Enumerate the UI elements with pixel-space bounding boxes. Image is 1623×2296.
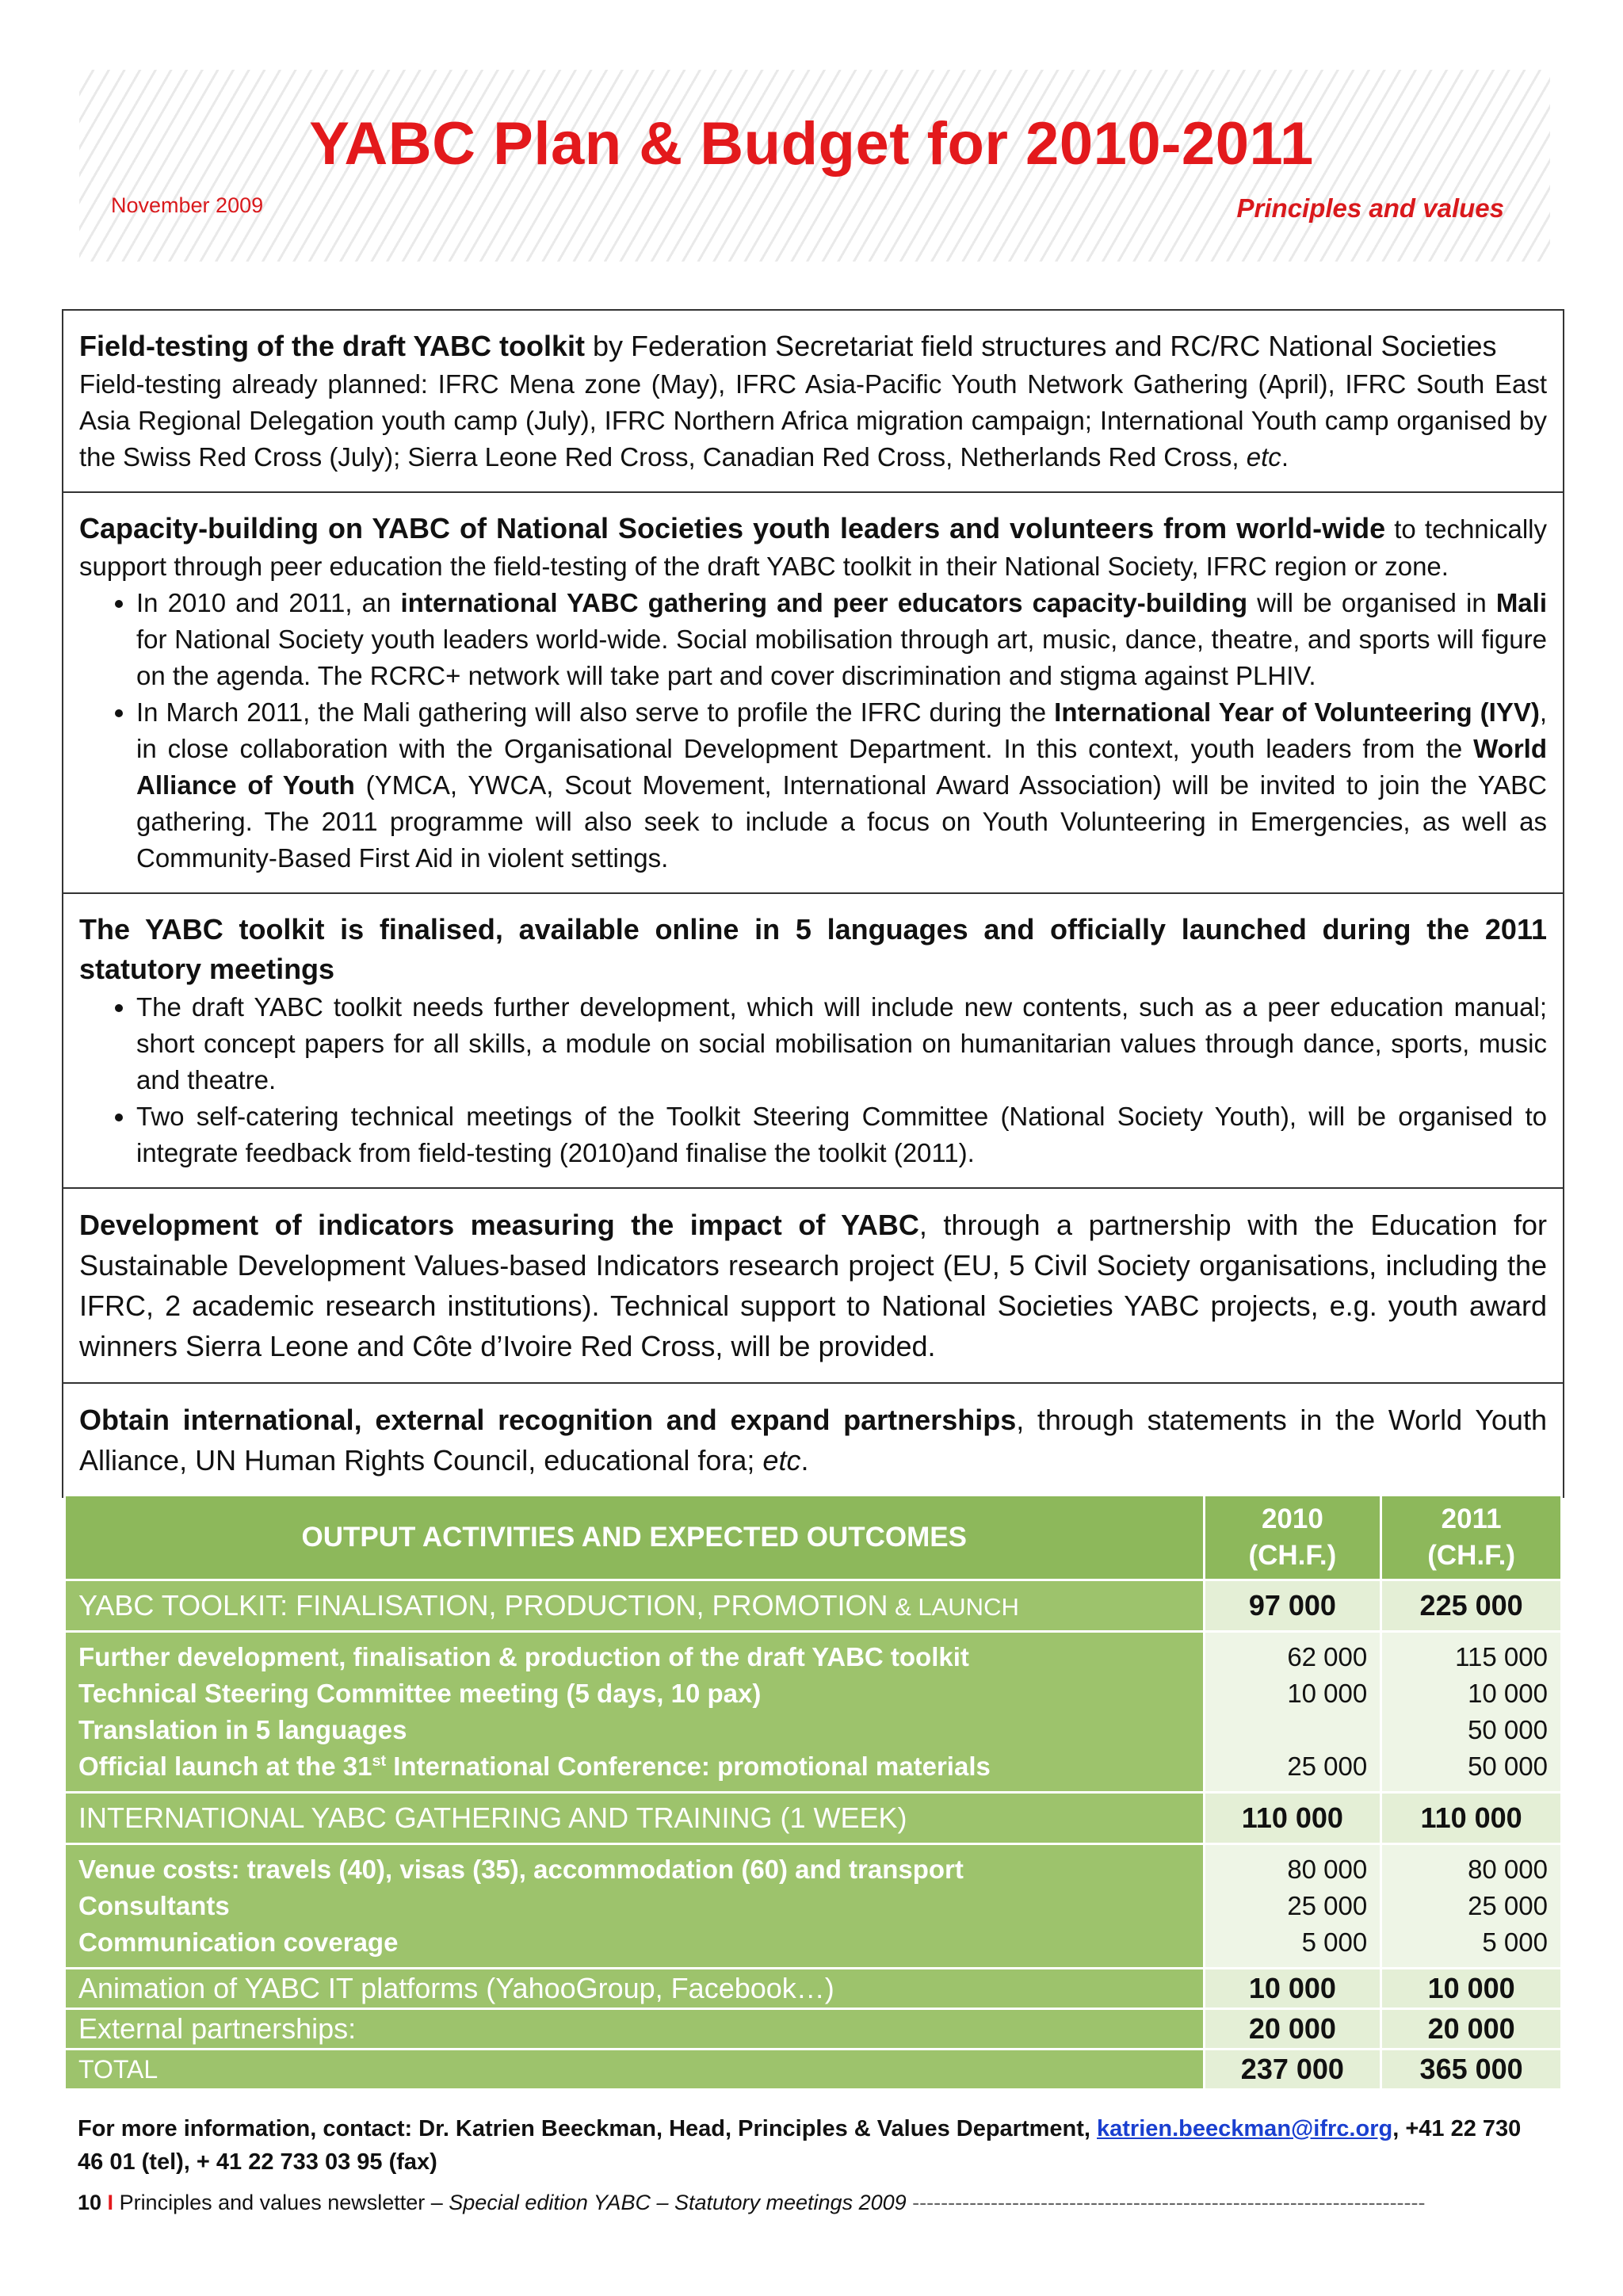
bullet-text: , in close collaboration with the Organisational Development Department. In this context, youth leaders from the	[136, 697, 1547, 763]
box-field-testing	[62, 309, 1564, 493]
detail-amount: 80 000	[1287, 1855, 1368, 1884]
detail-amount	[1218, 1712, 1368, 1748]
budget-category-toolkit	[65, 1580, 1562, 1632]
contact-phone: , +41 22 730 46 01 (tel), + 41 22 733 03 95 (fax)	[78, 2116, 1522, 2175]
bullet-bold: international YABC gathering and peer educators capacity-building	[400, 588, 1247, 617]
budget-category-gathering	[65, 1793, 1562, 1844]
detail-amount: 25 000	[1287, 1752, 1368, 1781]
box-toolkit-finalised	[62, 894, 1564, 1189]
budget-header-2010	[1204, 1496, 1381, 1580]
contact-text: For more information, contact: Dr. Katrien Beeckman, Head, Principles & Values Department,	[78, 2116, 1098, 2141]
row-label: External partnerships:	[65, 2009, 1205, 2050]
budget-row-animation	[65, 1969, 1562, 2009]
box-body-end: .	[1281, 442, 1289, 472]
year-label: 2011	[1441, 1503, 1502, 1534]
box-lead: Obtain international, external recognition and expand partnerships	[79, 1404, 1017, 1436]
box-lead: Field-testing of the draft YABC toolkit	[79, 330, 586, 362]
contact-info	[78, 2112, 1552, 2179]
box-recognition	[62, 1384, 1564, 1498]
budget-row-partnerships	[65, 2009, 1562, 2050]
bullet-text: will be organised in	[1247, 588, 1496, 617]
issue-date: November 2009	[111, 193, 264, 217]
contact-email-link[interactable]: katrien.beeckman@ifrc.org	[1097, 2116, 1393, 2141]
bullet-text: (YMCA, YWCA, Scout Movement, International Award Association) will be invited to join the YABC gathering. The 2011 programme will also seek to include a focus on Youth Volunteering in Emergencies, as well as Community-Based First Aid in violent settings.	[136, 770, 1547, 873]
detail-labels	[65, 1844, 1205, 1969]
budget-table	[63, 1494, 1563, 2091]
box-lead-text: , through statements in the World Youth Alliance, UN Human Rights Council, educational fora;	[79, 1404, 1547, 1477]
category-label-main: YABC TOOLKIT: FINALISATION, PRODUCTION, PROMOTION	[78, 1589, 888, 1622]
section-tag: Principles and values	[1236, 193, 1504, 223]
footer-dashes: ------------------------------------------------------------------------	[906, 2191, 1426, 2214]
bullet-item	[136, 694, 1547, 877]
box-body-italic: etc	[1246, 442, 1281, 472]
detail-amount: 25 000	[1468, 1891, 1548, 1920]
detail-amounts-2011	[1381, 1632, 1562, 1793]
category-label-small: & LAUNCH	[888, 1593, 1019, 1621]
amount-2010: 110 000	[1204, 1793, 1381, 1844]
page-number: 10	[78, 2191, 102, 2214]
bullet-item: • Two self-catering technical meetings of the Toolkit Steering Committee (National Society Youth), will be organised to integrate feedback from field-testing (2010)and finalise the toolkit (2011).	[136, 1098, 1547, 1171]
unit-label: (CH.F.)	[1248, 1540, 1337, 1571]
unit-label: (CH.F.)	[1427, 1540, 1516, 1571]
box-lead-text: to technically support through peer education the field-testing of the draft YABC toolkit in their National Society, IFRC region or zone.	[79, 514, 1547, 581]
detail-amounts-2010	[1204, 1844, 1381, 1969]
budget-header-row	[65, 1496, 1562, 1580]
detail-amount: 80 000	[1468, 1855, 1548, 1884]
amount-2011: 225 000	[1381, 1580, 1562, 1632]
detail-amount: 10 000	[1287, 1679, 1368, 1708]
year-label: 2010	[1261, 1503, 1323, 1534]
box-body: Field-testing already planned: IFRC Mena zone (May), IFRC Asia-Pacific Youth Network Gathering (April), IFRC South East Asia Regional Delegation youth camp (July), IFRC Northern Africa migration campaign; International Youth camp organised by the Swiss Red Cross (July); Sierra Leone Red Cross, Canadian Red Cross, Netherlands Red Cross,	[79, 369, 1547, 472]
detail-label	[78, 1748, 1190, 1785]
bullet-text: In March 2011, the Mali gathering will also serve to profile the IFRC during the	[136, 697, 1055, 727]
footer-italic: Special edition YABC – Statutory meetings 2009	[449, 2191, 907, 2214]
bullet-item	[136, 585, 1547, 694]
box-lead-text: , through a partnership with the Education for Sustainable Development Values-based Indicators research project (EU, 5 Civil Society organisations, including the IFRC, 2 academic research institutions). Technical support to National Societies YABC projects, e.g. youth award winners Sierra Leone and Côte d’Ivoire Red Cross, will be provided.	[79, 1209, 1548, 1362]
box-lead: Capacity-building on YABC of National Societies youth leaders and volunteers from world-wide	[79, 512, 1386, 544]
amount-2010: 97 000	[1204, 1580, 1381, 1632]
amount-2011: 110 000	[1381, 1793, 1562, 1844]
budget-header-2011	[1381, 1496, 1562, 1580]
detail-labels	[65, 1632, 1205, 1793]
detail-label: Communication coverage	[78, 1927, 399, 1957]
detail-label: Consultants	[78, 1891, 230, 1920]
bullet-bold: International Year of Volunteering (IYV)	[1054, 697, 1540, 727]
budget-header-label: OUTPUT ACTIVITIES AND EXPECTED OUTCOMES	[65, 1496, 1205, 1580]
detail-amount: 50 000	[1468, 1715, 1548, 1744]
box-lead: Development of indicators measuring the impact of YABC	[79, 1209, 919, 1241]
budget-details-gathering	[65, 1844, 1562, 1969]
box-indicators	[62, 1189, 1564, 1384]
detail-amount: 50 000	[1468, 1752, 1548, 1781]
bullet-text: for National Society youth leaders world-wide. Social mobilisation through art, music, dance, theatre, and sports will figure on the agenda. The RCRC+ network will take part and cover discrimination and stigma against PLHIV.	[136, 625, 1547, 690]
box-capacity-building	[62, 493, 1564, 894]
page-title: YABC Plan & Budget for 2010-2011	[309, 110, 1314, 178]
box-lead-end: .	[800, 1444, 809, 1477]
budget-details-toolkit	[65, 1632, 1562, 1793]
category-label: INTERNATIONAL YABC GATHERING AND TRAINING (1 WEEK)	[65, 1793, 1205, 1844]
total-2010: 237 000	[1204, 2050, 1381, 2090]
launch-label-pre: Official launch at the 31	[78, 1752, 372, 1781]
amount-2011: 10 000	[1381, 1969, 1562, 2009]
detail-label: Further development, finalisation & production of the draft YABC toolkit	[78, 1642, 969, 1671]
bullet-bold: Mali	[1495, 588, 1547, 617]
budget-row-total	[65, 2050, 1562, 2090]
launch-label-sup: st	[372, 1752, 387, 1770]
bullet-text: In 2010 and 2011, an	[136, 588, 401, 617]
footer-separator: I	[101, 2191, 120, 2214]
bullet-item: • The draft YABC toolkit needs further development, which will include new contents, such as a peer education manual; short concept papers for all skills, a module on social mobilisation on humanitarian values through dance, sports, music and theatre.	[136, 989, 1547, 1098]
detail-amount: 115 000	[1455, 1642, 1548, 1671]
detail-amounts-2011	[1381, 1844, 1562, 1969]
detail-amount: 5 000	[1301, 1927, 1368, 1957]
detail-amounts-2010	[1204, 1632, 1381, 1793]
category-label	[65, 1580, 1205, 1632]
detail-label: Venue costs: travels (40), visas (35), accommodation (60) and transport	[78, 1855, 964, 1884]
amount-2010: 10 000	[1204, 1969, 1381, 2009]
box-lead: The YABC toolkit is finalised, available online in 5 languages and officially launched during the 2011 statutory meetings	[79, 913, 1547, 985]
total-label: TOTAL	[65, 2050, 1205, 2090]
amount-2010: 20 000	[1204, 2009, 1381, 2050]
box-lead-italic: etc	[762, 1444, 801, 1477]
detail-amount: 10 000	[1468, 1679, 1548, 1708]
detail-amount: 62 000	[1287, 1642, 1368, 1671]
objectives-boxes	[62, 309, 1564, 1498]
detail-amount: 5 000	[1482, 1927, 1548, 1957]
bullet-bold: World Alliance of Youth	[136, 734, 1547, 800]
box-lead-text: by Federation Secretariat field structures and RC/RC National Societies	[585, 330, 1497, 362]
detail-label: Translation in 5 languages	[78, 1715, 407, 1744]
amount-2011: 20 000	[1381, 2009, 1562, 2050]
page-footer	[78, 2191, 1552, 2215]
footer-text: Principles and values newsletter –	[119, 2191, 449, 2214]
total-2011: 365 000	[1381, 2050, 1562, 2090]
detail-label: Technical Steering Committee meeting (5 days, 10 pax)	[78, 1679, 762, 1708]
launch-label-post: International Conference: promotional materials	[386, 1752, 991, 1781]
detail-amount: 25 000	[1287, 1891, 1368, 1920]
row-label: Animation of YABC IT platforms (YahooGroup, Facebook…)	[65, 1969, 1205, 2009]
